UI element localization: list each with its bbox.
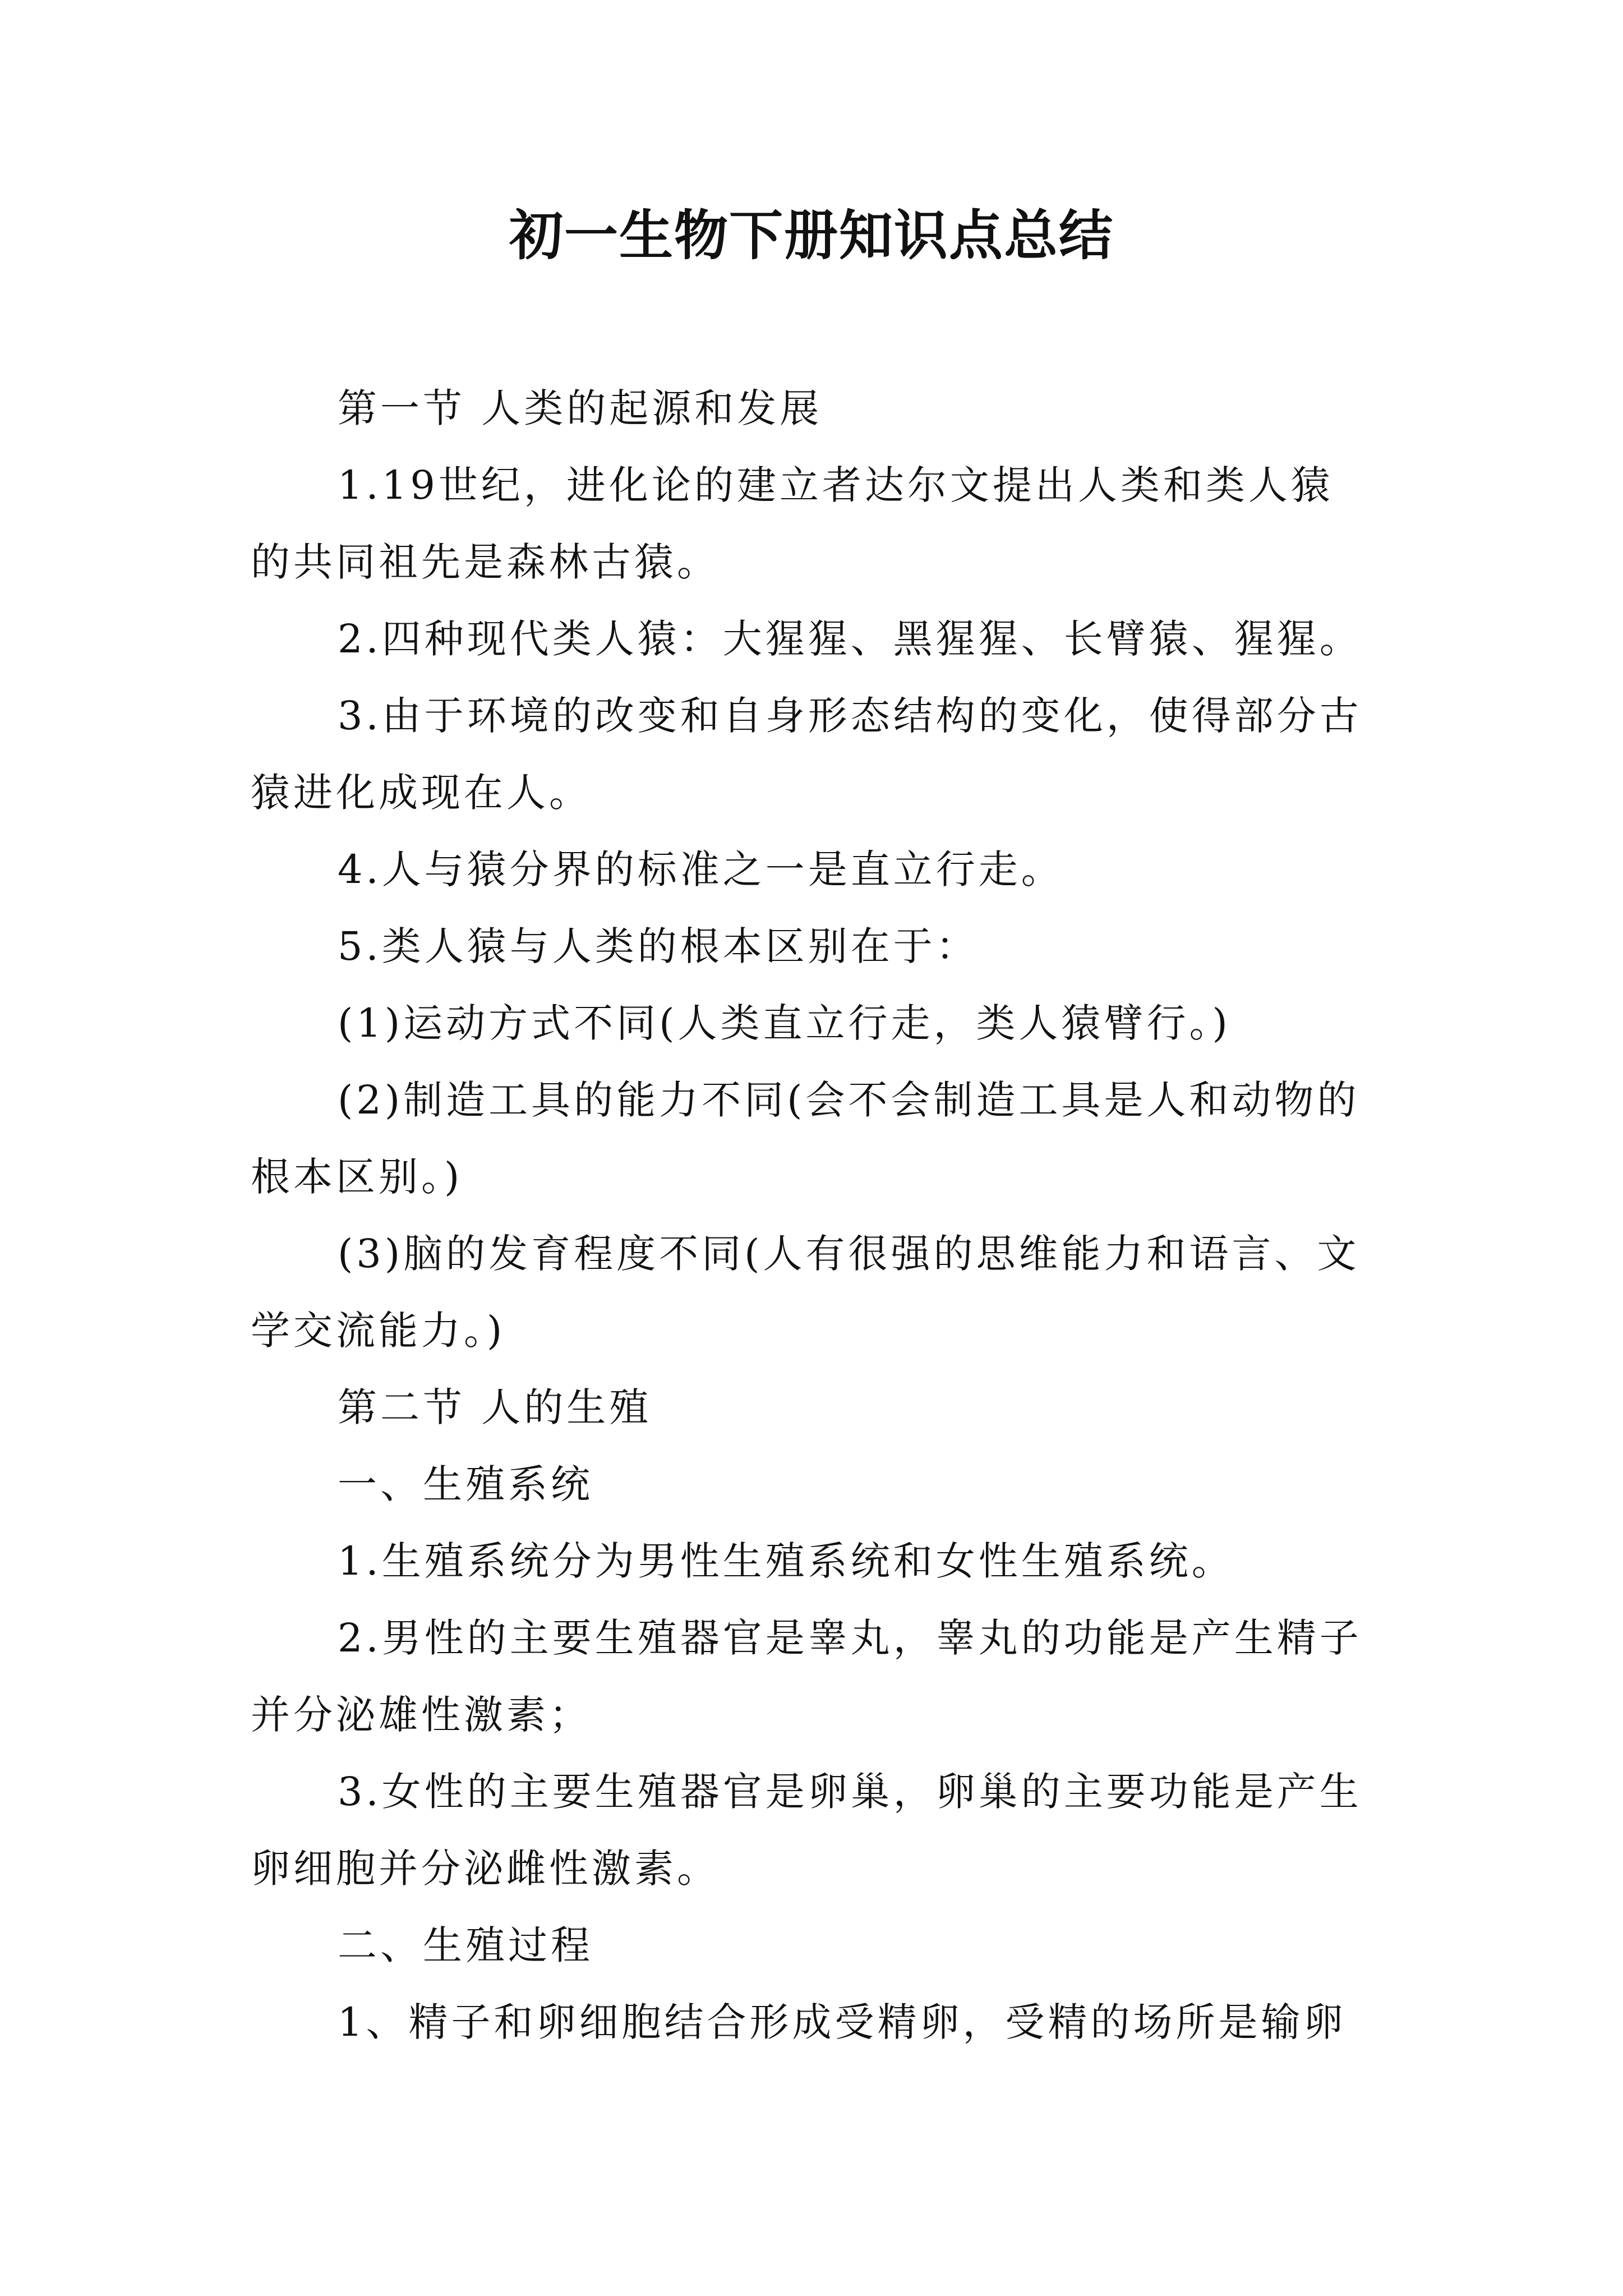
list-item: (2)制造工具的能力不同(会不会制造工具是人和动物的根本区别。) — [251, 1077, 1360, 1200]
paragraph: 1.生殖系统分为男性生殖系统和女性生殖系统。 — [338, 1538, 1234, 1584]
paragraph: 2.四种现代类人猿：大猩猩、黑猩猩、长臂猿、猩猩。 — [338, 616, 1362, 662]
list-item: (3)脑的发育程度不同(人有很强的思维能力和语言、文学交流能力。) — [251, 1231, 1360, 1354]
section-heading: 第二节 人的生殖 — [338, 1384, 652, 1430]
paragraph: 5.类人猿与人类的根本区别在于： — [338, 923, 979, 969]
document-title: 初一生物下册知识点总结 — [509, 204, 1114, 267]
document-body — [251, 370, 1372, 2061]
paragraph: 1、精子和卵细胞结合形成受精卵，受精的场所是输卵 — [338, 1999, 1347, 2045]
subsection-heading: 二、生殖过程 — [338, 1922, 593, 1968]
paragraph: 3.女性的主要生殖器官是卵巢，卵巢的主要功能是产生卵细胞并分泌雌性激素。 — [251, 1769, 1362, 1892]
subsection-heading: 一、生殖系统 — [338, 1461, 593, 1507]
paragraph: 2.男性的主要生殖器官是睾丸，睾丸的功能是产生精子并分泌雄性激素； — [251, 1615, 1362, 1738]
paragraph: 4.人与猿分界的标准之一是直立行走。 — [338, 846, 1064, 892]
paragraph: 3.由于环境的改变和自身形态结构的变化，使得部分古猿进化成现在人。 — [251, 693, 1362, 816]
paragraph: 1.19世纪，进化论的建立者达尔文提出人类和类人猿的共同祖先是森林古猿。 — [251, 462, 1334, 585]
list-item: (1)运动方式不同(人类直立行走，类人猿臂行。) — [338, 1000, 1231, 1046]
section-heading: 第一节 人类的起源和发展 — [338, 385, 823, 431]
